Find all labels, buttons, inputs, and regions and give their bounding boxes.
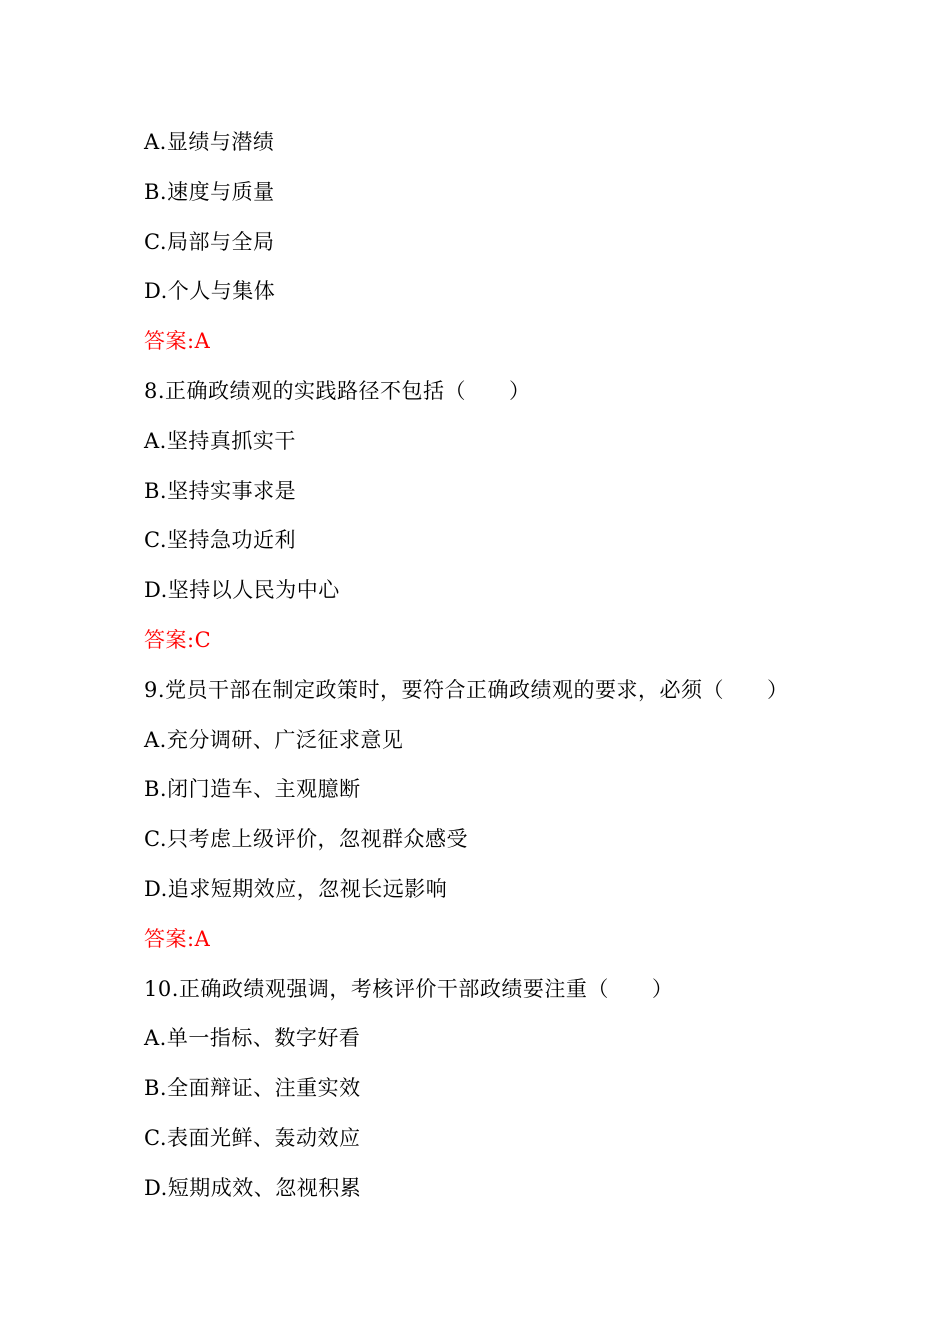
option-line: B.闭门造车、主观臆断 xyxy=(144,777,361,802)
option-line: D.追求短期效应，忽视长远影响 xyxy=(144,876,448,901)
option-line: B.速度与质量 xyxy=(144,179,275,204)
option-line: D.个人与集体 xyxy=(144,279,276,304)
option-line: A.充分调研、广泛征求意见 xyxy=(144,727,404,752)
option-line: D.短期成效、忽视积累 xyxy=(144,1175,362,1200)
answer-line: 答案:C xyxy=(144,627,212,652)
answer-line: 答案:A xyxy=(144,329,211,354)
document-page xyxy=(144,118,824,1214)
question-line: 10.正确政绩观强调，考核评价干部政绩要注重（ ） xyxy=(144,976,674,1001)
answer-line: 答案:A xyxy=(144,926,211,951)
option-line: A.单一指标、数字好看 xyxy=(144,1026,361,1051)
question-line: 8.正确政绩观的实践路径不包括（ ） xyxy=(144,378,531,403)
option-line: A.显绩与潜绩 xyxy=(144,130,275,154)
option-line: B.全面辩证、注重实效 xyxy=(144,1076,361,1101)
option-line: C.只考虑上级评价，忽视群众感受 xyxy=(144,827,468,852)
question-line: 9.党员干部在制定政策时，要符合正确政绩观的要求，必须（ ） xyxy=(144,677,789,702)
option-line: C.局部与全局 xyxy=(144,229,275,254)
option-line: B.坚持实事求是 xyxy=(144,478,297,503)
option-line: C.表面光鲜、轰动效应 xyxy=(144,1125,361,1150)
option-line: A.坚持真抓实干 xyxy=(144,428,296,453)
option-line: D.坚持以人民为中心 xyxy=(144,578,340,603)
option-line: C.坚持急功近利 xyxy=(144,528,296,553)
